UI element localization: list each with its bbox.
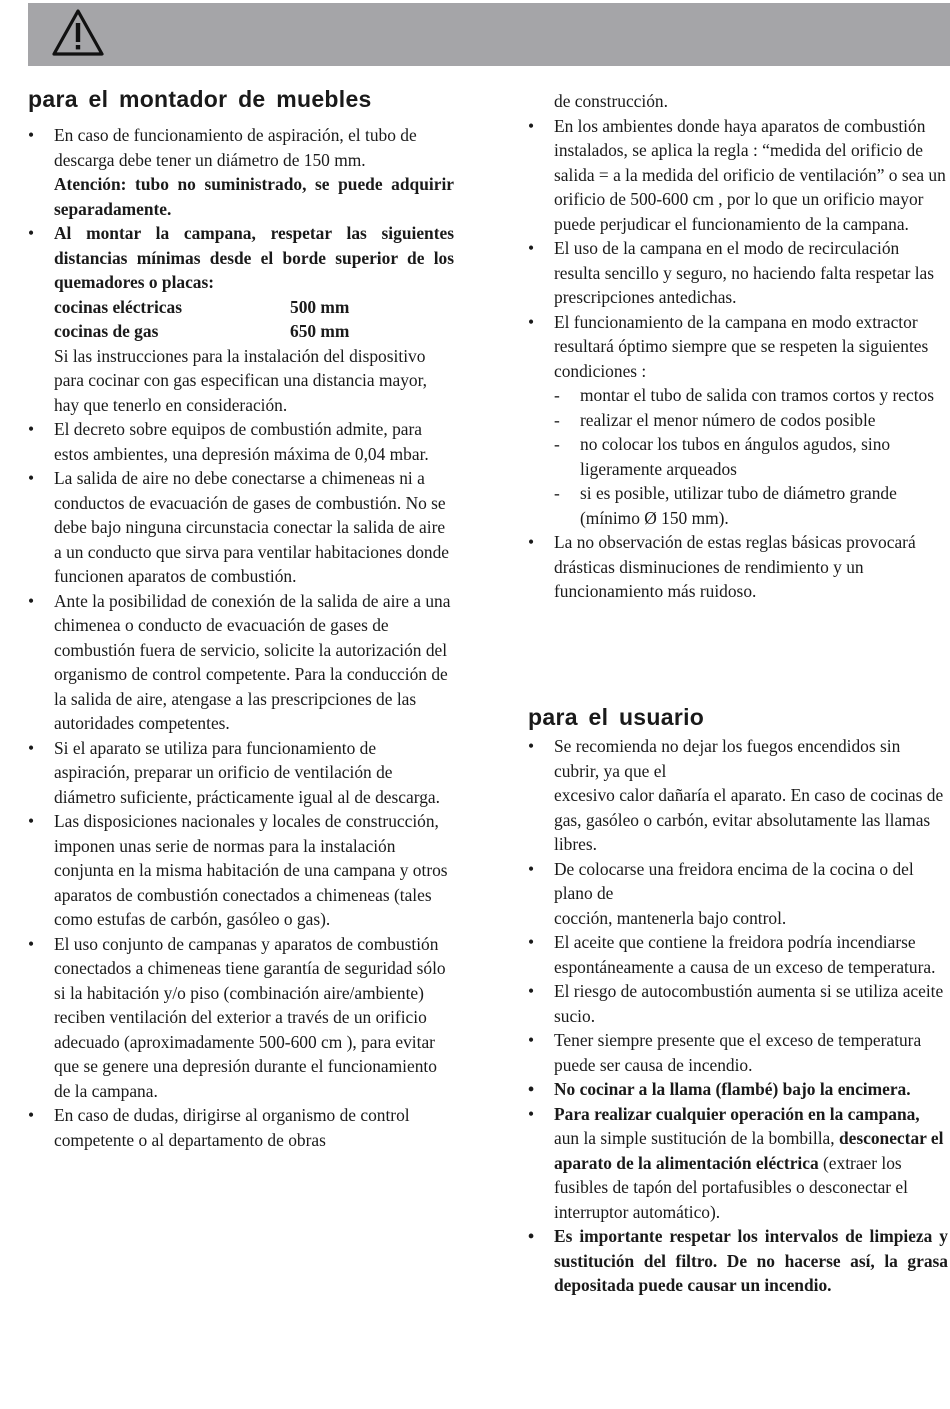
continuation-text: de construcción. xyxy=(554,91,668,111)
list-item: • Ante la posibilidad de conexión de la salida de aire a una chimenea o conducto de evacuación de gases de combustión fuera de servicio, solicite la autorización del organismo de control competente. Para la conducción de la salida de aire, atengase a las prescripciones de las autoridades competentes. xyxy=(28,589,454,736)
list-item-text: aun la simple sustitución de la bombilla, xyxy=(554,1128,839,1148)
list-item-intro: • El funcionamiento de la campana en modo extractor resultará óptimo siempre que se respeten la siguientes condiciones : xyxy=(554,311,929,381)
conditions-list xyxy=(554,383,948,530)
list-item-note: Atención: tubo no suministrado, se puede adquirir separadamente. xyxy=(54,174,454,219)
condition-item: - no colocar los tubos en ángulos agudos, sino ligeramente arqueados xyxy=(554,432,948,481)
condition-item: - si es posible, utilizar tubo de diámetro grande (mínimo Ø 150 mm). xyxy=(554,481,948,530)
installer-list xyxy=(28,123,454,1152)
distance-label: cocinas eléctricas xyxy=(54,296,182,317)
list-item: • No cocinar a la llama (flambé) bajo la encimera. xyxy=(528,1077,948,1102)
section-heading-user: para el usuario xyxy=(528,704,705,730)
list-item: • La salida de aire no debe conectarse a chimeneas ni a conductos de evacuación de gases de combustión. No se debe bajo ninguna circunstacia conectar la salida de aire a un conducto que sirva para ventilar habitaciones donde funcionen aparatos de combustión. xyxy=(28,466,454,589)
warning-banner xyxy=(28,3,950,66)
list-item: • En caso de dudas, dirigirse al organismo de control competente o al departamento de obras xyxy=(28,1103,454,1152)
list-item xyxy=(528,1102,948,1225)
condition-item: - montar el tubo de salida con tramos cortos y rectos xyxy=(554,383,948,408)
user-list xyxy=(528,734,948,1298)
section-heading-installer: para el montador de muebles xyxy=(28,86,372,112)
distance-value: 650 mm xyxy=(290,321,350,341)
warning-triangle-icon xyxy=(51,8,105,58)
distance-row xyxy=(54,295,454,320)
list-item-text: (extraer los fusibles de tapón del portafusibles o desconectar el interruptor automático). xyxy=(554,1152,908,1222)
list-item: • Las disposiciones nacionales y locales de construcción, imponen unas serie de normas para la instalación conjunta en la misma habitación de una campana y otros aparatos de combustión conectados a chimeneas (tales como estufas de carbón, gasóleo o gas). xyxy=(28,809,454,932)
list-item: • Si el aparato se utiliza para funcionamiento de aspiración, preparar un orificio de ventilación de diámetro suficiente, prácticamente igual al de descarga. xyxy=(28,736,454,810)
bold-text: desconectar el aparato de la alimentación eléctrica xyxy=(554,1128,944,1173)
list-item xyxy=(28,221,454,417)
list-item-intro: • Al montar la campana, respetar las siguientes distancias mínimas desde el borde superior de los quemadores o placas: xyxy=(54,223,454,292)
list-item-text: • De colocarse una freidora encima de la cocina o del plano de xyxy=(554,858,914,903)
list-item-text: cocción, mantenerla bajo control. xyxy=(554,907,787,928)
list-item xyxy=(528,857,948,931)
list-item: • Es importante respetar los intervalos de limpieza y sustitución del filtro. De no hacerse así, la grasa depositada puede causar un incendio. xyxy=(528,1224,948,1298)
list-item: • En los ambientes donde haya aparatos de combustión instalados, se aplica la regla : “medida del orificio de salida = a la medida del orificio de ventilación” o sea un orificio de 500-600 cm , por lo que un orificio mayor puede perjudicar el funcionamiento de la campana. xyxy=(528,114,948,237)
list-item: • Tener siempre presente que el exceso de temperatura puede ser causa de incendio. xyxy=(528,1028,948,1077)
list-continuation xyxy=(528,89,948,114)
list-item xyxy=(528,734,948,857)
list-item-text: • En caso de funcionamiento de aspiración, el tubo de descarga debe tener un diámetro de 150 mm. xyxy=(54,125,417,170)
list-item-text: excesivo calor dañaría el aparato. En caso de cocinas de gas, gasóleo o carbón, evitar absolutamente las llamas libres. xyxy=(554,785,944,854)
bold-text: Para realizar cualquier operación en la campana, xyxy=(554,1103,920,1124)
distance-label: cocinas de gas xyxy=(54,321,159,341)
list-item xyxy=(28,123,454,221)
list-item: • La no observación de estas reglas básicas provocará drásticas disminuciones de rendimiento y un funcionamiento más ruidoso. xyxy=(528,530,948,604)
installer-list-continued xyxy=(528,89,948,604)
distance-value: 500 mm xyxy=(290,296,350,317)
list-item-text: Si las instrucciones para la instalación del dispositivo para cocinar con gas especifican una distancia mayor, hay que tenerlo en consideración. xyxy=(54,345,428,415)
list-item: • El riesgo de autocombustión aumenta si se utiliza aceite sucio. xyxy=(528,979,948,1028)
distance-row xyxy=(54,319,454,344)
list-item: • El uso conjunto de campanas y aparatos de combustión conectados a chimeneas tiene garantía de seguridad sólo si la habitación y/o piso (combinación aire/ambiente) reciben ventilación del exterior a través de un orificio adecuado (aproximadamente 500-600 cm ), para evitar que se genere una depresión durante el funcionamiento de la campana. xyxy=(28,932,454,1104)
list-item xyxy=(528,310,948,531)
list-item-text: • Se recomienda no dejar los fuegos encendidos sin cubrir, ya que el xyxy=(554,736,901,781)
list-item: • El decreto sobre equipos de combustión admite, para estos ambientes, una depresión máxima de 0,04 mbar. xyxy=(28,417,454,466)
list-item: • El aceite que contiene la freidora podría incendiarse espontáneamente a causa de un exceso de temperatura. xyxy=(528,930,948,979)
condition-item: - realizar el menor número de codos posible xyxy=(554,408,948,433)
list-item: • El uso de la campana en el modo de recirculación resulta sencillo y seguro, no haciendo falta respetar las prescripciones antedichas. xyxy=(528,236,948,310)
